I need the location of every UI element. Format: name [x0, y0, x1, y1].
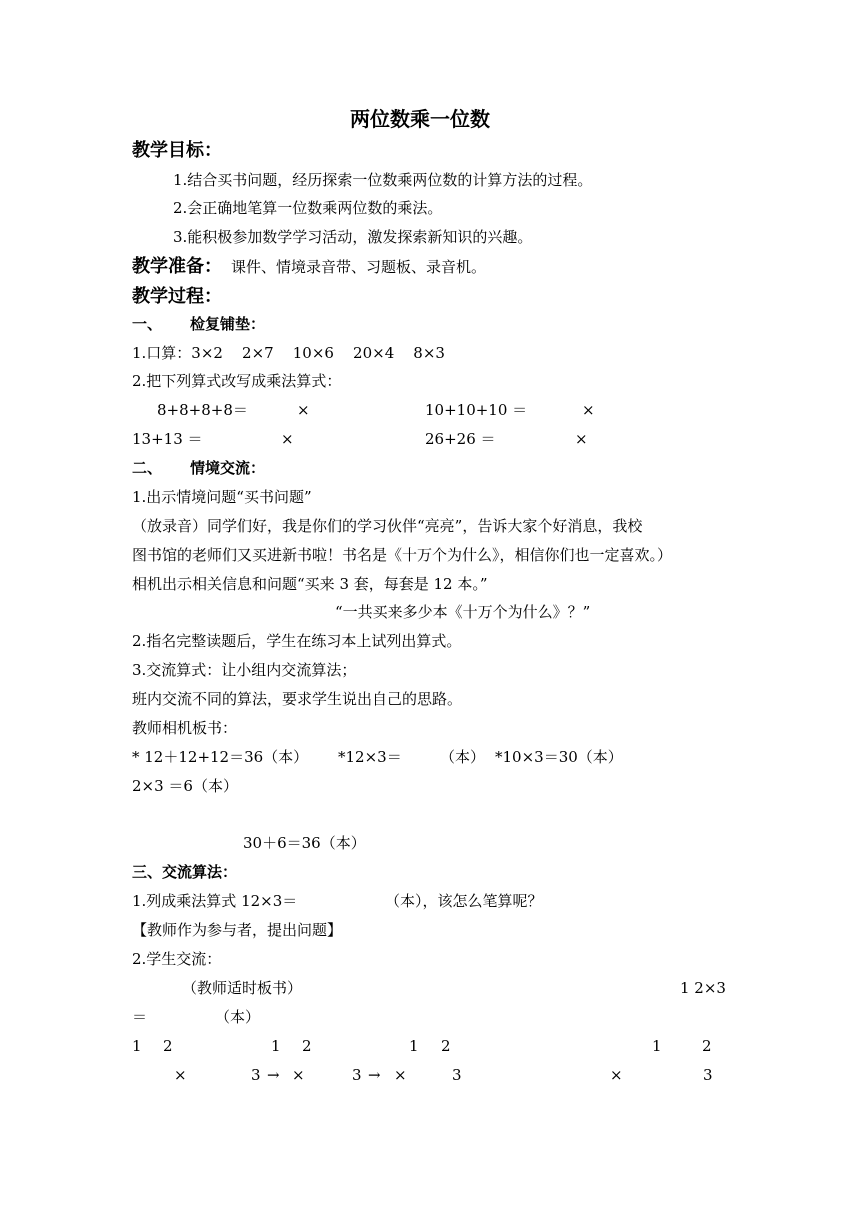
vertical-digit: 2 — [702, 1037, 712, 1055]
process-heading: 教学过程： — [132, 286, 222, 307]
vertical-digit: 2 — [302, 1037, 312, 1055]
text-line: 【教师作为参与者，提出问题】 — [132, 921, 343, 939]
text-line: 教师相机板书： — [132, 719, 238, 737]
section-number: 一、 — [132, 315, 163, 333]
exercise: 13+13 ＝ — [132, 430, 203, 448]
vertical-digit: 2 — [163, 1037, 173, 1055]
text-line: 1.列成乘法算式 12×3＝ — [132, 892, 298, 910]
section-title: 情境交流： — [190, 459, 266, 477]
times-sign: × — [281, 430, 294, 448]
prep-text: 课件、情境录音带、习题板、录音机。 — [231, 258, 487, 276]
vertical-digit: 3 — [703, 1066, 713, 1084]
arrow-icon: → — [368, 1066, 381, 1084]
question-line: “一共买来多少本《十万个为什么》？” — [335, 603, 591, 621]
vertical-digit: 3 — [452, 1066, 462, 1084]
text-line: 图书馆的老师们又买进新书啦！书名是《十万个为什么》，相信你们也一定喜欢。） — [132, 546, 673, 564]
vertical-times: × — [394, 1066, 407, 1084]
page-title: 两位数乘一位数 — [350, 107, 490, 131]
vertical-times: × — [610, 1066, 623, 1084]
board-method: 2×3 ＝6（本） — [132, 777, 238, 795]
exercise: 8+8+8+8＝ — [157, 401, 248, 419]
vertical-digit: 2 — [441, 1037, 451, 1055]
text-line: 班内交流不同的算法，要求学生说出自己的思路。 — [132, 690, 463, 708]
board-method: *10×3＝30（本） — [495, 748, 623, 766]
text-line: 2.指名完整读题后，学生在练习本上试列出算式。 — [132, 632, 462, 650]
board-method: （本） — [440, 748, 486, 766]
objective-item: 3.能积极参加数学学习活动，激发探索新知识的兴趣。 — [173, 228, 533, 246]
vertical-times: × — [174, 1066, 187, 1084]
times-sign: × — [575, 430, 588, 448]
arrow-icon: → — [267, 1066, 280, 1084]
text-line: （放录音）同学们好，我是你们的学习伙伴“亮亮”，告诉大家个好消息，我校 — [132, 517, 643, 535]
board-method: 30＋6＝36（本） — [243, 834, 366, 852]
times-sign: × — [297, 401, 310, 419]
rewrite-instruction: 2.把下列算式改写成乘法算式： — [132, 372, 342, 390]
times-sign: × — [582, 401, 595, 419]
exercise: 10+10+10 ＝ — [425, 401, 528, 419]
board-method: *12×3＝ — [338, 748, 402, 766]
text-line: （教师适时板书） — [182, 979, 303, 997]
objective-item: 2.会正确地笔算一位数乘两位数的乘法。 — [173, 199, 443, 217]
vertical-digit: 1 — [409, 1037, 419, 1055]
vertical-times: × — [292, 1066, 305, 1084]
text-line: ＝ — [132, 1008, 148, 1026]
vertical-digit: 1 — [271, 1037, 281, 1055]
objectives-heading: 教学目标： — [132, 140, 222, 161]
objective-item: 1.结合买书问题，经历探索一位数乘两位数的计算方法的过程。 — [173, 171, 593, 189]
text-line: 3.交流算式：让小组内交流算法； — [132, 661, 357, 679]
oral-calc-line: 1.口算：3×2 2×7 10×6 20×4 8×3 — [132, 344, 445, 362]
text-line: （本） — [215, 1008, 261, 1026]
board-method: * 12＋12+12＝36（本） — [132, 748, 309, 766]
text-line: 1.出示情境问题“买书问题” — [132, 488, 312, 506]
section-number: 二、 — [132, 459, 163, 477]
vertical-digit: 3 — [251, 1066, 261, 1084]
vertical-digit: 1 — [132, 1037, 142, 1055]
text-line: 相机出示相关信息和问题“买来 3 套，每套是 12 本。” — [132, 575, 488, 593]
vertical-calc: 1 2×3 — [680, 979, 726, 997]
exercise: 26+26 ＝ — [425, 430, 496, 448]
prep-heading: 教学准备： — [132, 256, 222, 277]
section-title: 检复铺垫： — [190, 315, 266, 333]
text-line: （本），该怎么笔算呢？ — [385, 892, 543, 910]
vertical-digit: 1 — [652, 1037, 662, 1055]
text-line: 2.学生交流： — [132, 950, 222, 968]
section-title: 三、交流算法： — [132, 863, 238, 881]
vertical-digit: 3 — [352, 1066, 362, 1084]
